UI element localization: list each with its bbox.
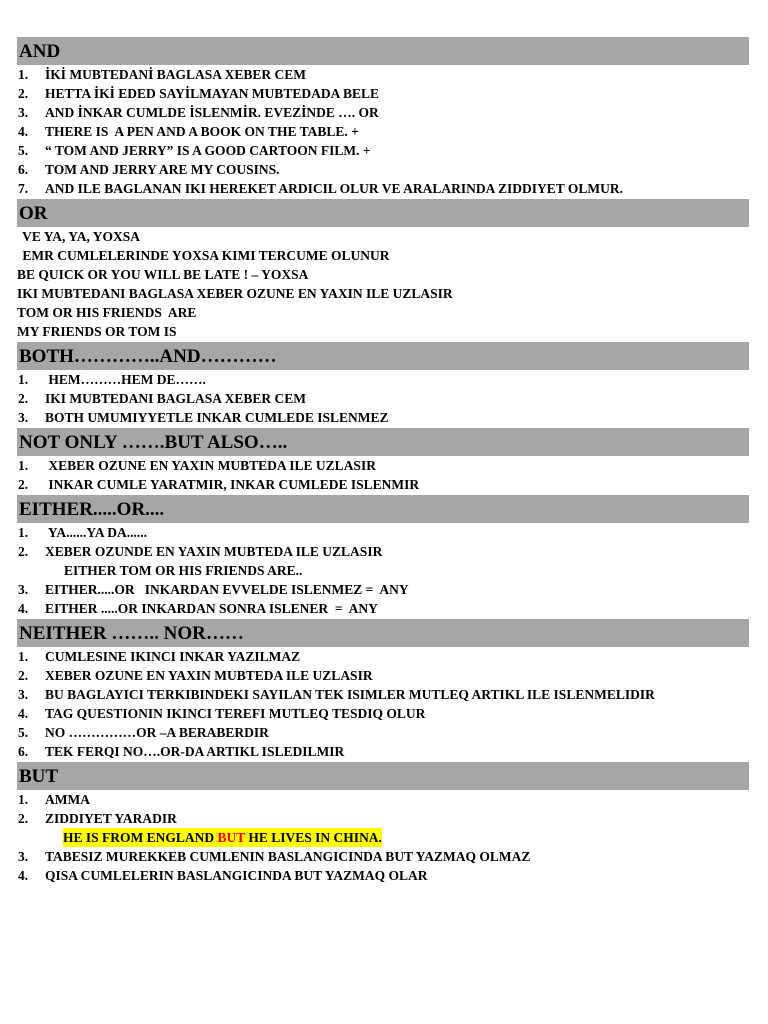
- item-text: CUMLESINE IKINCI INKAR YAZILMAZ: [45, 649, 301, 664]
- item-number: 5.: [18, 143, 29, 158]
- item-text: “ TOM AND JERRY” IS A GOOD CARTOON FILM. +: [45, 143, 371, 158]
- list-item: [17, 179, 749, 198]
- item-text: TEK FERQI NO….OR-DA ARTIKL ISLEDILMIR: [45, 744, 345, 759]
- item-number: 1.: [18, 525, 29, 540]
- list-item: [17, 103, 749, 122]
- item-number: 1.: [18, 372, 29, 387]
- item-text: YA......YA DA......: [45, 525, 148, 540]
- item-number: 2.: [18, 544, 29, 559]
- list-item: [17, 160, 749, 179]
- item-number: 2.: [18, 86, 29, 101]
- item-text: ZIDDIYET YARADIR: [45, 811, 177, 826]
- list-item: [17, 580, 749, 599]
- item-number: 2.: [18, 811, 29, 826]
- item-text: QISA CUMLELERIN BASLANGICINDA BUT YAZMAQ OLAR: [45, 868, 428, 883]
- list-item: [17, 65, 749, 84]
- list-item: [17, 866, 749, 885]
- item-number: 3.: [18, 105, 29, 120]
- item-text: TABESIZ MUREKKEB CUMLENIN BASLANGICINDA BUT YAZMAQ OLMAZ: [45, 849, 531, 864]
- item-number: 2.: [18, 477, 29, 492]
- example-part: HE IS FROM ENGLAND: [63, 830, 218, 845]
- list-item: [17, 599, 749, 618]
- list-item: [17, 370, 749, 389]
- list-item: [17, 456, 749, 475]
- text-line: BE QUICK OR YOU WILL BE LATE ! – YOXSA: [17, 267, 309, 282]
- item-number: 3.: [18, 410, 29, 425]
- list-item: [17, 542, 749, 561]
- item-number: 1.: [18, 458, 29, 473]
- list-item: [17, 847, 749, 866]
- text-line: TOM OR HIS FRIENDS ARE: [17, 305, 197, 320]
- item-number: 3.: [18, 582, 29, 597]
- item-number: 2.: [18, 668, 29, 683]
- item-text: İKİ MUBTEDANİ BAGLASA XEBER CEM: [45, 67, 307, 82]
- example-keyword-but: BUT: [217, 830, 246, 845]
- text-line: VE YA, YA, YOXSA: [19, 229, 141, 244]
- list-item: [17, 523, 749, 542]
- item-number: 1.: [18, 792, 29, 807]
- section-heading-and: AND: [17, 37, 749, 65]
- section-heading-both-and: BOTH…………..AND…………: [17, 342, 749, 370]
- list-item: [17, 647, 749, 666]
- item-number: 6.: [18, 744, 29, 759]
- item-text: HETTA İKİ EDED SAYİLMAYAN MUBTEDADA BELE: [45, 86, 379, 101]
- item-text: TAG QUESTIONIN IKINCI TEREFI MUTLEQ TESDIQ OLUR: [45, 706, 426, 721]
- list-item: [17, 790, 749, 809]
- list-item: [17, 666, 749, 685]
- item-text: AND ILE BAGLANAN IKI HEREKET ARDICIL OLUR VE ARALARINDA ZIDDIYET OLMUR.: [45, 181, 623, 196]
- item-number: 4.: [18, 868, 29, 883]
- list-item: [17, 742, 749, 761]
- example-line: EITHER TOM OR HIS FRIENDS ARE..: [64, 563, 303, 578]
- list-item: [17, 389, 749, 408]
- item-text: NO ……………OR –A BERABERDIR: [45, 725, 269, 740]
- highlighted-example-text: [63, 828, 382, 847]
- list-item: [17, 704, 749, 723]
- item-text: AND İNKAR CUMLDE İSLENMİR. EVEZİNDE …. OR: [45, 105, 379, 120]
- highlighted-example: [17, 828, 749, 847]
- item-number: 4.: [18, 601, 29, 616]
- item-text: EITHER.....OR INKARDAN EVVELDE ISLENMEZ = ANY: [45, 582, 409, 597]
- item-text: XEBER OZUNE EN YAXIN MUBTEDA ILE UZLASIR: [45, 458, 376, 473]
- list-item: [17, 685, 749, 704]
- item-text: THERE IS A PEN AND A BOOK ON THE TABLE. +: [45, 124, 359, 139]
- item-number: 6.: [18, 162, 29, 177]
- item-number: 4.: [18, 124, 29, 139]
- item-text: HEM………HEM DE…….: [45, 372, 206, 387]
- list-item: [17, 723, 749, 742]
- section-heading-either-or: EITHER.....OR....: [17, 495, 749, 523]
- item-text: IKI MUBTEDANI BAGLASA XEBER CEM: [45, 391, 307, 406]
- item-number: 5.: [18, 725, 29, 740]
- item-text: BU BAGLAYICI TERKIBINDEKI SAYILAN TEK ISIMLER MUTLEQ ARTIKL ILE ISLENMELIDIR: [45, 687, 655, 702]
- section-heading-not-only-but-also: NOT ONLY …….BUT ALSO…..: [17, 428, 749, 456]
- item-text: XEBER OZUNE EN YAXIN MUBTEDA ILE UZLASIR: [45, 668, 373, 683]
- list-item: [17, 475, 749, 494]
- list-item: [17, 809, 749, 828]
- text-line: EMR CUMLELERINDE YOXSA KIMI TERCUME OLUNUR: [19, 248, 390, 263]
- item-number: 1.: [18, 649, 29, 664]
- text-line: MY FRIENDS OR TOM IS: [17, 324, 177, 339]
- item-text: EITHER .....OR INKARDAN SONRA ISLENER = ANY: [45, 601, 378, 616]
- item-text: BOTH UMUMIYYETLE INKAR CUMLEDE ISLENMEZ: [45, 410, 389, 425]
- text-line: IKI MUBTEDANI BAGLASA XEBER OZUNE EN YAXIN ILE UZLASIR: [17, 286, 453, 301]
- document-page: [17, 36, 749, 885]
- item-number: 2.: [18, 391, 29, 406]
- item-number: 4.: [18, 706, 29, 721]
- item-text: AMMA: [45, 792, 90, 807]
- section-heading-or: OR: [17, 199, 749, 227]
- list-item: [17, 141, 749, 160]
- item-number: 3.: [18, 849, 29, 864]
- item-text: TOM AND JERRY ARE MY COUSINS.: [45, 162, 280, 177]
- list-item: [17, 84, 749, 103]
- item-number: 3.: [18, 687, 29, 702]
- item-text: XEBER OZUNDE EN YAXIN MUBTEDA ILE UZLASIR: [45, 544, 383, 559]
- example-part: HE LIVES IN CHINA.: [245, 830, 382, 845]
- item-text: INKAR CUMLE YARATMIR, INKAR CUMLEDE ISLENMIR: [45, 477, 420, 492]
- section-heading-neither-nor: NEITHER …….. NOR……: [17, 619, 749, 647]
- list-item: [17, 408, 749, 427]
- item-number: 1.: [18, 67, 29, 82]
- list-item: [17, 122, 749, 141]
- section-heading-but: BUT: [17, 762, 749, 790]
- item-number: 7.: [18, 181, 29, 196]
